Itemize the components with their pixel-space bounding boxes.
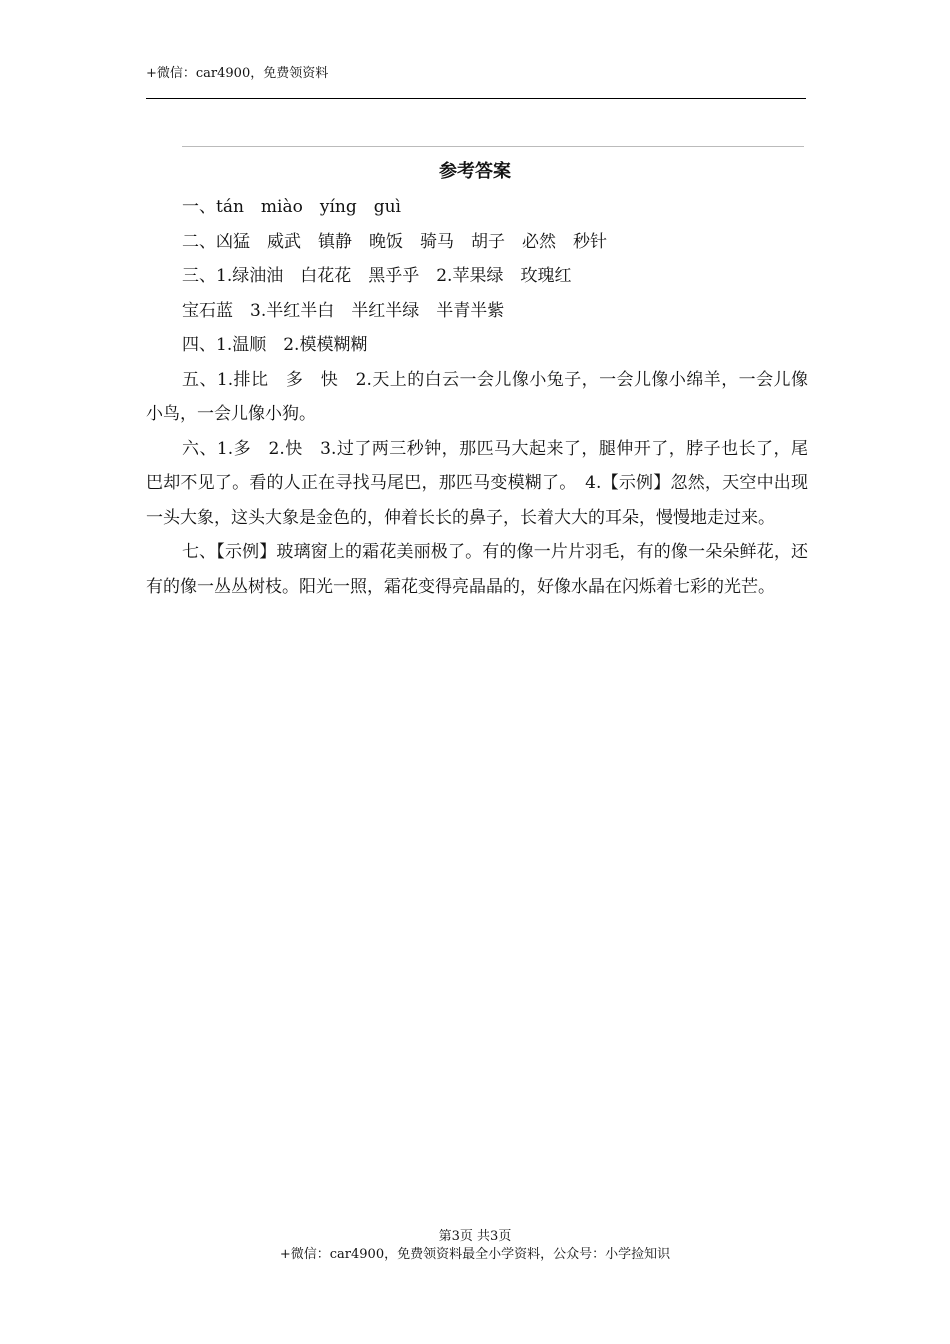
answer-item-3: 三、1.绿油油 白花花 黑乎乎 2.苹果绿 玫瑰红 xyxy=(182,266,572,286)
answer-item-4: 四、1.温顺 2.模模糊糊 xyxy=(182,335,368,355)
answer-item-2: 二、凶猛 威武 镇静 晚饭 骑马 胡子 必然 秒针 xyxy=(182,231,607,252)
footer-note: +微信：car4900，免费领资料最全小学资料，公众号：小学捡知识 xyxy=(279,1247,671,1262)
answer-item-6: 六、1.多 2.快 3.过了两三秒钟，那匹马大起来了，腿伸开了，脖子也长了，尾巴却不见了。看的人正在寻找马尾巴，那匹马变模糊了。 4.【示例】忽然，天空中出现一头大象，这头大象是金色的，伸着长长的鼻子，长着大大的耳朵，慢慢地走过来。 xyxy=(146,438,808,528)
answer-list xyxy=(146,190,808,604)
header-note: +微信：car4900，免费领资料 xyxy=(146,66,329,81)
answer-item-1: 一、tán miào yíng guì xyxy=(182,197,401,217)
answer-item-3-continued: 宝石蓝 3.半红半白 半红半绿 半青半紫 xyxy=(182,300,505,321)
header-divider xyxy=(146,98,806,99)
answer-title: 参考答案 xyxy=(439,161,511,182)
answer-item-5: 五、1.排比 多 快 2.天上的白云一会儿像小兔子，一会儿像小绵羊，一会儿像小鸟，一会儿像小狗。 xyxy=(146,369,808,424)
page-number: 第3页 共3页 xyxy=(438,1229,512,1244)
section-divider xyxy=(182,146,804,147)
answer-item-7: 七、【示例】玻璃窗上的霜花美丽极了。有的像一片片羽毛，有的像一朵朵鲜花，还有的像一丛丛树枝。阳光一照，霜花变得亮晶晶的，好像水晶在闪烁着七彩的光芒。 xyxy=(146,542,808,597)
